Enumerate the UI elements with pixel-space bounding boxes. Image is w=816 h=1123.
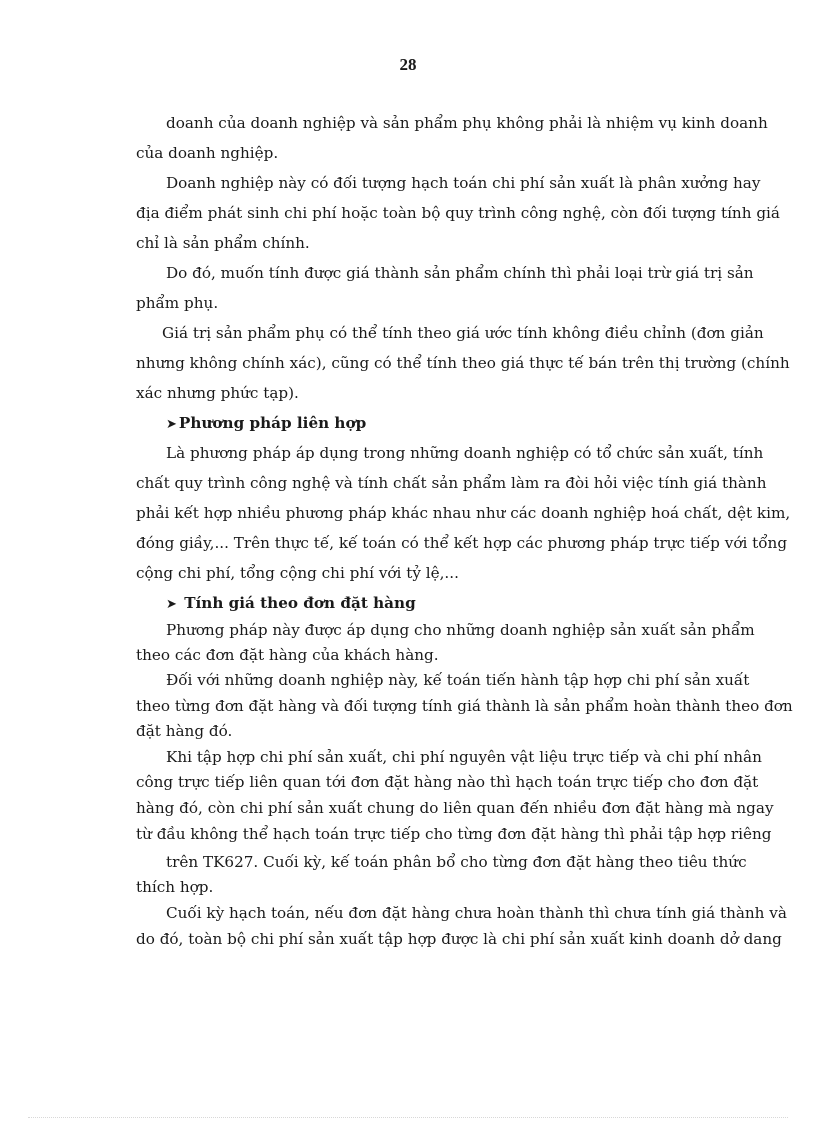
body-line: cộng chi phí, tổng cộng chi phí với tỷ lệ,... bbox=[136, 564, 459, 582]
body-line: Đối với những doanh nghiệp này, kế toán tiến hành tập hợp chi phí sản xuất bbox=[166, 671, 750, 689]
body-line: phẩm phụ. bbox=[136, 294, 219, 312]
body-line: theo từng đơn đặt hàng và đối tượng tính giá thành là sản phẩm hoàn thành theo đơn bbox=[136, 697, 793, 715]
body-line: Khi tập hợp chi phí sản xuất, chi phí nguyên vật liệu trực tiếp và chi phí nhân bbox=[166, 748, 762, 766]
section-heading-text: Tính giá theo đơn đặt hàng bbox=[184, 594, 416, 612]
body-line: nhưng không chính xác), cũng có thể tính theo giá thực tế bán trên thị trường (chính bbox=[136, 354, 790, 372]
arrow-bullet-icon: ➤ bbox=[166, 417, 177, 432]
body-line: Doanh nghiệp này có đối tượng hạch toán chi phí sản xuất là phân xưởng hay bbox=[166, 174, 761, 192]
body-line: phải kết hợp nhiều phương pháp khác nhau như các doanh nghiệp hoá chất, dệt kim, bbox=[136, 504, 791, 522]
body-line: đóng giầy,... Trên thực tế, kế toán có thể kết hợp các phương pháp trực tiếp với tổng bbox=[136, 534, 788, 552]
body-line: địa điểm phát sinh chi phí hoặc toàn bộ quy trình công nghệ, còn đối tượng tính giá bbox=[136, 204, 780, 222]
body-line: đặt hàng đó. bbox=[136, 722, 233, 740]
section-heading-lien-hop bbox=[166, 413, 366, 435]
body-line: theo các đơn đặt hàng của khách hàng. bbox=[136, 646, 439, 664]
section-heading-don-dat-hang bbox=[166, 593, 416, 615]
section-heading-text: Phương pháp liên hợp bbox=[178, 414, 367, 432]
body-line: doanh của doanh nghiệp và sản phẩm phụ không phải là nhiệm vụ kinh doanh bbox=[166, 114, 768, 132]
body-line: do đó, toàn bộ chi phí sản xuất tập hợp được là chi phí sản xuất kinh doanh dở dang bbox=[136, 930, 782, 948]
page-bottom-divider bbox=[28, 1117, 788, 1118]
page-number: 28 bbox=[399, 55, 417, 74]
arrow-bullet-icon: ➤ bbox=[166, 597, 177, 612]
body-line: xác nhưng phức tạp). bbox=[136, 384, 299, 402]
body-line: hàng đó, còn chi phí sản xuất chung do liên quan đến nhiều đơn đặt hàng mà ngay bbox=[136, 799, 774, 817]
body-line: trên TK627. Cuối kỳ, kế toán phân bổ cho từng đơn đặt hàng theo tiêu thức bbox=[166, 853, 747, 871]
body-line: Là phương pháp áp dụng trong những doanh nghiệp có tổ chức sản xuất, tính bbox=[166, 444, 764, 462]
body-line: Do đó, muốn tính được giá thành sản phẩm chính thì phải loại trừ giá trị sản bbox=[166, 264, 754, 282]
body-line: chỉ là sản phẩm chính. bbox=[136, 234, 310, 252]
body-line: thích hợp. bbox=[136, 878, 214, 896]
body-line: công trực tiếp liên quan tới đơn đặt hàng nào thì hạch toán trực tiếp cho đơn đặt bbox=[136, 773, 759, 791]
body-line: Giá trị sản phẩm phụ có thể tính theo giá ước tính không điều chỉnh (đơn giản bbox=[162, 324, 764, 342]
body-line: của doanh nghiệp. bbox=[136, 144, 279, 162]
body-line: từ đầu không thể hạch toán trực tiếp cho từng đơn đặt hàng thì phải tập hợp riêng bbox=[136, 825, 772, 843]
body-line: Cuối kỳ hạch toán, nếu đơn đặt hàng chưa hoàn thành thì chưa tính giá thành và bbox=[166, 904, 787, 922]
body-line: chất quy trình công nghệ và tính chất sản phẩm làm ra đòi hỏi việc tính giá thành bbox=[136, 474, 767, 492]
body-line: Phương pháp này được áp dụng cho những doanh nghiệp sản xuất sản phẩm bbox=[166, 621, 755, 639]
